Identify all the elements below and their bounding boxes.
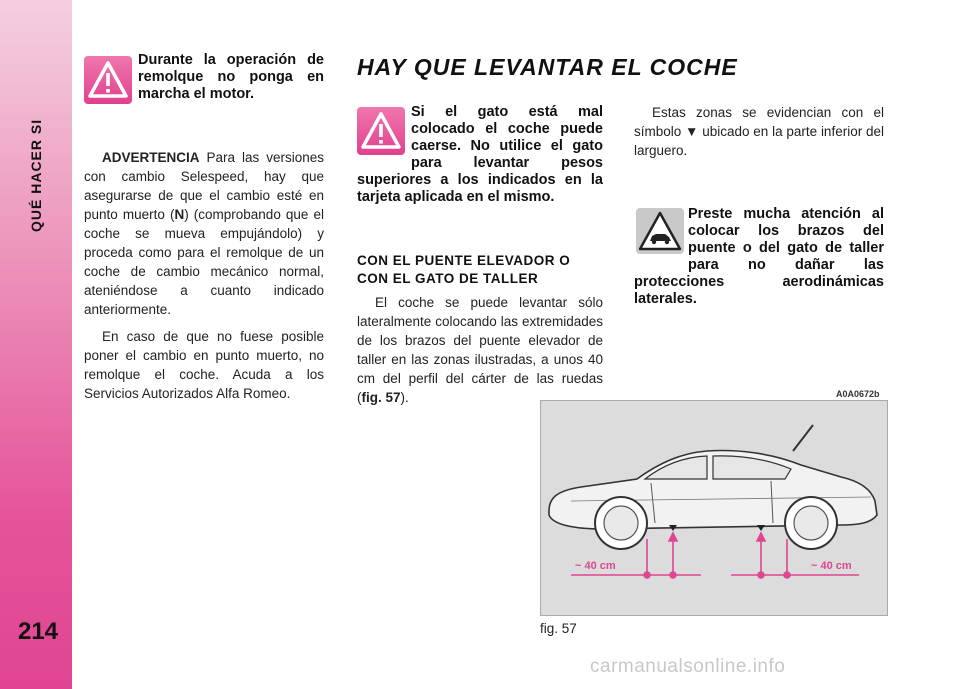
- neutral-key: N: [174, 207, 185, 222]
- page-number: 214: [17, 618, 59, 645]
- figure-code: A0A0672b: [836, 389, 880, 399]
- lift-subheading: CON EL PUENTE ELEVADOR O CON EL GATO DE TALLER: [357, 253, 571, 286]
- lift-paragraph: El coche se puede levantar sólo lateralmente colocando las extremidades de los brazos del puente elevador de taller en las zonas ilustradas, a unos 40 cm del perfil del cárter de las ruedas (fig. 57).: [357, 295, 603, 405]
- lift-marker-rear: [757, 525, 765, 531]
- chapter-sidebar: [0, 0, 72, 689]
- watermark[interactable]: carmanualsonline.info: [590, 656, 786, 677]
- right-body: [634, 103, 884, 168]
- car-lift-illustration: [541, 401, 887, 615]
- figure-caption: fig. 57: [540, 621, 577, 636]
- jack-warning-text: Si el gato está mal colocado el coche puede caerse. No utilice el gato para levantar pesos superiores a los indicados en la tarjeta aplicada en el mismo.: [357, 104, 603, 205]
- right-measure-label: ~ 40 cm: [811, 560, 852, 572]
- front-wheel-rim: [604, 506, 638, 540]
- advertencia-paragraph: ADVERTENCIA Para las versiones con cambio Selespeed, hay que asegurarse de que el cambio esté en punto muerto (N) (comprobando que el coche se mueva empujándolo) y proceda como para el remolque de un coche de cambio mecánico normal, ateniéndose a cuanto indicado anteriormente.: [84, 150, 324, 317]
- warning-triangle-icon: [84, 56, 132, 104]
- car-lift-figure: [540, 400, 888, 616]
- fig-reference: fig. 57: [361, 390, 401, 405]
- towing-warning-text: Durante la operación de remolque no ponga en marcha el motor.: [138, 52, 324, 102]
- lift-body: [357, 293, 603, 415]
- left-measure-label: ~ 40 cm: [575, 560, 616, 572]
- chapter-label: QUÉ HACER SI: [28, 118, 44, 232]
- symbol-paragraph: Estas zonas se evidencian con el símbolo ▼ ubicado en la parte inferior del larguero.: [634, 105, 884, 158]
- left-body: [84, 148, 324, 411]
- section-title: HAY QUE LEVANTAR EL COCHE: [357, 54, 738, 80]
- aero-warning-text: Preste mucha atención al colocar los brazos del puente o del gato de taller para no dañar las protecciones aerodinámicas laterales.: [634, 206, 884, 307]
- tow-paragraph: En caso de que no fuese posible poner el cambio en punto muerto, no remolque el coche. Acuda a los Servicios Autorizados Alfa Romeo.: [84, 329, 324, 401]
- icon-spacer: [634, 206, 688, 258]
- advertencia-label: ADVERTENCIA: [102, 150, 200, 165]
- rear-wheel-rim: [794, 506, 828, 540]
- antenna-line: [793, 425, 813, 451]
- icon-spacer: [357, 104, 411, 156]
